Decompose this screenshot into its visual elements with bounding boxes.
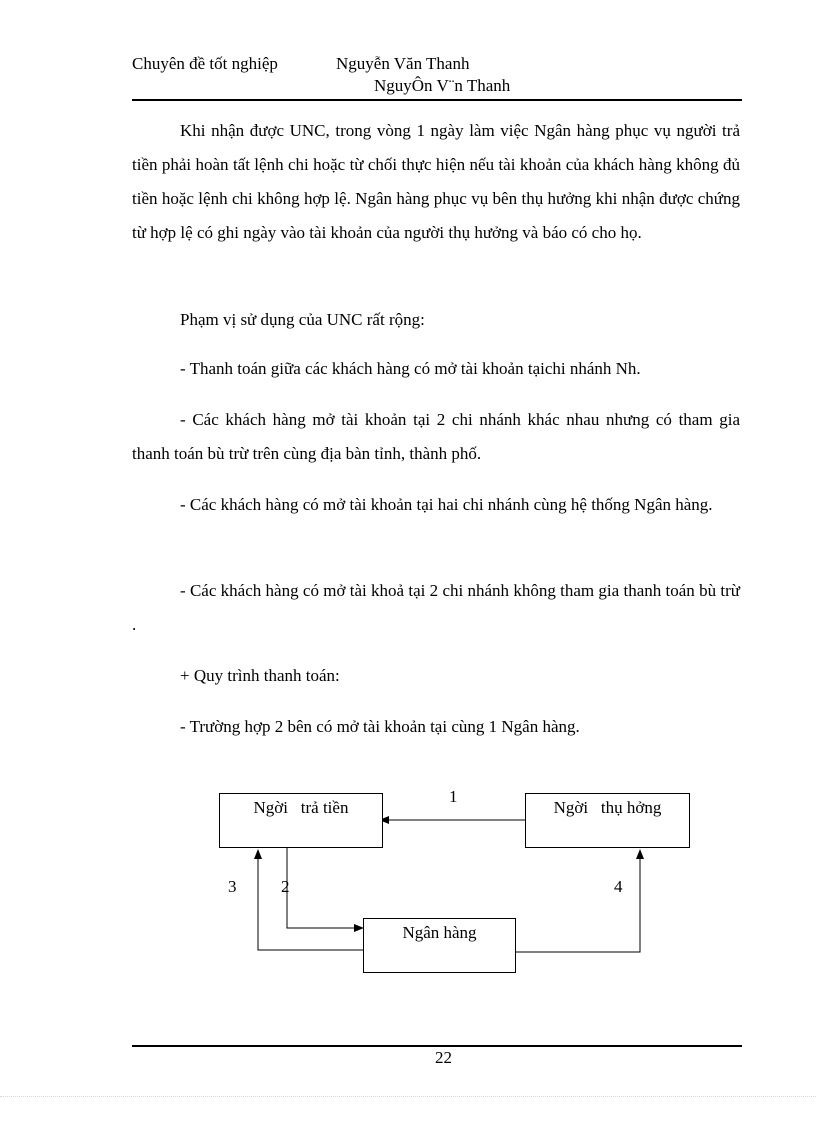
paragraph-scope-item-2: - Các khách hàng mở tài khoản tại 2 chi nhánh khác nhau nhưng có tham gia thanh toán bù trừ trên cùng địa bàn tỉnh, thành phố.: [132, 410, 740, 463]
page-number: 22: [435, 1048, 452, 1067]
paragraph-unc-processing: Khi nhận được UNC, trong vòng 1 ngày làm việc Ngân hàng phục vụ người trả tiền phải hoàn tất lệnh chi hoặc từ chối thực hiện nếu tài khoản của khách hàng không đủ tiền hoặc lệnh chi không hợp lệ. Ngân hàng phục vụ bên thụ hưởng khi nhận được chứng từ hợp lệ có ghi ngày vào tài khoản của người thụ hưởng và báo có cho họ.: [132, 121, 740, 242]
header-doc-title: Chuyên đề tốt nghiệp: [132, 54, 278, 73]
paragraph-same-bank-case: - Trường hợp 2 bên có mở tài khoản tại cùng 1 Ngân hàng.: [180, 717, 580, 736]
footer-rule: [132, 1045, 742, 1047]
arrow-step-3: [258, 850, 363, 950]
payee-label: Ngời thụ hởng: [553, 798, 662, 817]
paragraph-unc-scope: Phạm vị sử dụng của UNC rất rộng:: [180, 310, 425, 329]
paragraph-payment-process: + Quy trình thanh toán:: [180, 666, 340, 685]
step-3-label: 3: [228, 877, 237, 896]
bank-box: [363, 918, 516, 973]
arrow-step-4: [516, 850, 640, 952]
paragraph-scope-item-1: - Thanh toán giữa các khách hàng có mở tài khoản tạichi nhánh Nh.: [180, 359, 641, 378]
paragraph-scope-item-4: - Các khách hàng có mở tài khoả tại 2 chi nhánh không tham gia thanh toán bù trừ .: [132, 581, 740, 634]
arrow-step-2: [287, 848, 363, 928]
payer-box: [219, 793, 383, 848]
header-author: Nguyễn Văn Thanh: [336, 54, 470, 73]
step-2-label: 2: [281, 877, 290, 896]
payee-box: [525, 793, 690, 848]
step-1-label: 1: [449, 787, 458, 806]
page-bottom-edge: [0, 1096, 816, 1097]
paragraph-scope-item-3: - Các khách hàng có mở tài khoản tại hai chi nhánh cùng hệ thống Ngân hàng.: [180, 495, 713, 514]
bank-label: Ngân hàng: [402, 923, 477, 942]
header-author-garbled: NguyÔn V¨n Thanh: [374, 76, 511, 95]
step-4-label: 4: [614, 877, 623, 896]
payer-label: Ngời trả tiền: [253, 798, 349, 817]
